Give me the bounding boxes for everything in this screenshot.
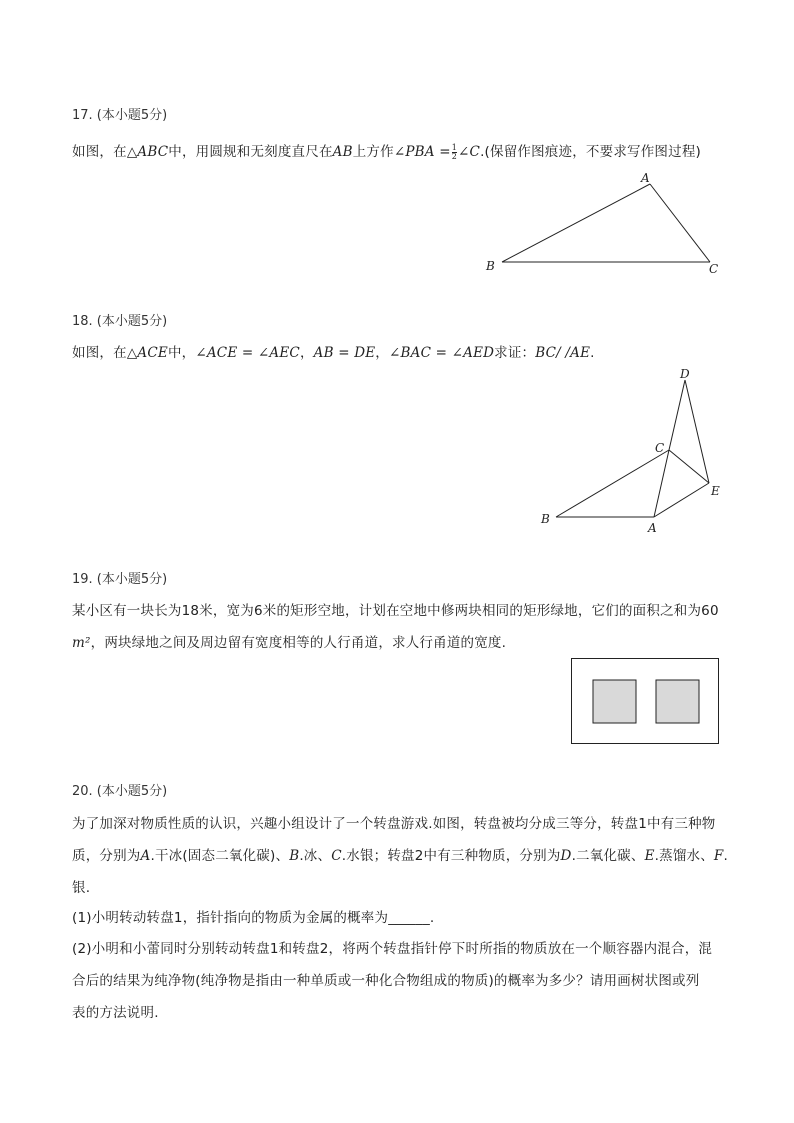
- q20-sym-c: C: [331, 848, 342, 864]
- q20-sub-1: (1)小明转动转盘1，指针指向的物质为金属的概率为______.: [72, 910, 435, 926]
- q18-seg-de: [685, 380, 709, 483]
- q20-line-2b: .干冰(固态二氧化碳)、: [150, 848, 290, 864]
- q18-text: [72, 341, 595, 361]
- q18-text-1: 如图，在: [72, 345, 127, 361]
- q17-label-a: A: [641, 171, 650, 185]
- q18-seg-ae: [654, 483, 709, 517]
- q18-seg-ac: [654, 450, 669, 517]
- q18-label-b: B: [541, 512, 550, 526]
- q17-text-2: 中，用圆规和无刻度直尺在: [168, 144, 333, 160]
- q20-sym-b: B: [289, 848, 300, 864]
- q20-heading: 20. (本小题5分): [72, 784, 168, 799]
- q18-text-3: 求证：: [494, 345, 536, 361]
- q19-figure: [570, 657, 722, 747]
- q17-angle-c: ∠C: [458, 144, 481, 160]
- q20-line-1: 为了加深对物质性质的认识，兴趣小组设计了一个转盘游戏.如图，转盘被均分成三等分，转盘1中有三种物: [72, 816, 716, 832]
- q19-lawn-left: [593, 680, 636, 723]
- q18-seg-bc: [556, 450, 669, 517]
- q18-seg-ce: [669, 450, 709, 483]
- q20-sub-2-line-1: (2)小明和小蕾同时分别转动转盘1和转盘2，将两个转盘指针停下时所指的物质放在一个顺容器内混合，混: [72, 941, 713, 957]
- q18-triangle: △ACE: [126, 345, 168, 361]
- q18-heading: 18. (本小题5分): [72, 314, 168, 329]
- q18-label-a: A: [648, 521, 657, 535]
- q20-sub-2-line-3: 表的方法说明.: [72, 1005, 159, 1021]
- q17-fraction: [452, 144, 457, 161]
- q20-line-2a: 质，分别为: [72, 848, 141, 864]
- q18-cond-1: ∠ACE = ∠AEC: [195, 345, 300, 361]
- q18-figure: [530, 362, 730, 542]
- q18-comma-2: ，: [375, 345, 389, 361]
- q20-line-2e: .二氧化碳、: [571, 848, 645, 864]
- q18-label-d: D: [680, 367, 690, 381]
- q17-angle: ∠PBA =: [393, 144, 451, 160]
- q19-unit: m²: [72, 635, 91, 651]
- q20-sym-d: D: [560, 848, 572, 864]
- q20-sym-a: A: [140, 848, 151, 864]
- q20-line-2d: .水银；转盘2中有三种物质，分别为: [341, 848, 561, 864]
- q20-sym-e: E: [644, 848, 655, 864]
- q19-line-2: [72, 631, 506, 651]
- q17-text: [72, 140, 701, 161]
- q19-lawn-right: [656, 680, 699, 723]
- q18-cond-3: ∠BAC = ∠AED: [389, 345, 495, 361]
- q19-heading: 19. (本小题5分): [72, 572, 168, 587]
- q18-end: .: [590, 345, 595, 361]
- q20-line-2: [72, 844, 728, 864]
- q19-line-2-text: ，两块绿地之间及周边留有宽度相等的人行甬道，求人行甬道的宽度.: [90, 635, 507, 651]
- q18-text-2: 中，: [167, 345, 196, 361]
- q18-conclusion: BC/ /AE: [535, 345, 591, 361]
- q17-side-ba: [502, 184, 650, 262]
- q18-label-c: C: [655, 441, 665, 455]
- q17-side-ac: [650, 184, 710, 262]
- q20-line-2c: .冰、: [299, 848, 332, 864]
- q18-cond-2: AB = DE: [313, 345, 376, 361]
- q17-text-3: 上方作: [352, 144, 394, 160]
- q17-segment-ab: AB: [332, 144, 353, 160]
- q17-frac-den: 2: [451, 151, 458, 161]
- q19-line-1: 某小区有一块长为18米，宽为6米的矩形空地，计划在空地中修两块相同的矩形绿地，它们的面积之和为60: [72, 603, 719, 619]
- q18-comma-1: ，: [299, 345, 314, 361]
- q17-triangle-figure: [470, 165, 730, 280]
- q17-text-1: 如图，在: [72, 144, 127, 160]
- q18-label-e: E: [711, 484, 720, 498]
- q17-triangle: △ABC: [126, 144, 169, 160]
- q17-heading: 17. (本小题5分): [72, 108, 168, 123]
- q20-line-2g: .: [723, 848, 728, 864]
- q20-sub-2-line-2: 合后的结果为纯净物(纯净物是指由一种单质或一种化合物组成的物质)的概率为多少？请用画树状图或列: [72, 973, 700, 989]
- q17-label-b: B: [486, 259, 495, 273]
- q20-line-2f: .蒸馏水、: [654, 848, 714, 864]
- q17-frac-num: 1: [451, 142, 458, 152]
- q17-text-4: .(保留作图痕迹，不要求写作图过程): [480, 144, 701, 160]
- q17-label-c: C: [709, 262, 719, 276]
- q20-sym-f: F: [713, 848, 724, 864]
- q18-seg-cd: [669, 380, 685, 450]
- q20-line-3: 银.: [72, 880, 91, 896]
